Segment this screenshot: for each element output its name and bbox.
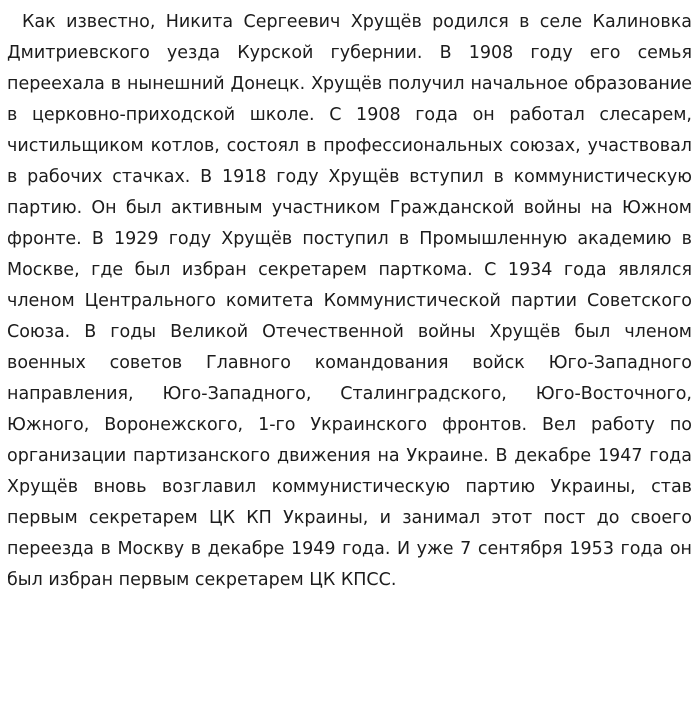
biography-paragraph: Как известно, Никита Сергеевич Хрущёв родился в селе Калиновка Дмитриевского уезда Курской губернии. В 1908 году его семья переехала в нынешний Донецк. Хрущёв получил начальное образование в церковно-приходской школе. С 1908 года он работал слесарем, чистильщиком котлов, состоял в профессиональных союзах, участвовал в рабочих стачках. В 1918 году Хрущёв вступил в коммунистическую партию. Он был активным участником Гражданской войны на Южном фронте. В 1929 году Хрущёв поступил в Промышленную академию в Москве, где был избран секретарем парткома. С 1934 года являлся членом Центрального комитета Коммунистической партии Советского Союза. В годы Великой Отечественной войны Хрущёв был членом военных советов Главного командования войск Юго-Западного направления, Юго-Западного, Сталинградского, Юго-Восточного, Южного, Воронежского, 1-го Украинского фронтов. Вел работу по организации партизанского движения на Украине. В декабре 1947 года Хрущёв вновь возглавил коммунистическую партию Украины, став первым секретарем ЦК КП Украины, и занимал этот пост до своего переезда в Москву в декабре 1949 года. И уже 7 сентября 1953 года он был избран первым секретарем ЦК КПСС. <box>7 12 692 590</box>
document-body <box>7 7 692 596</box>
